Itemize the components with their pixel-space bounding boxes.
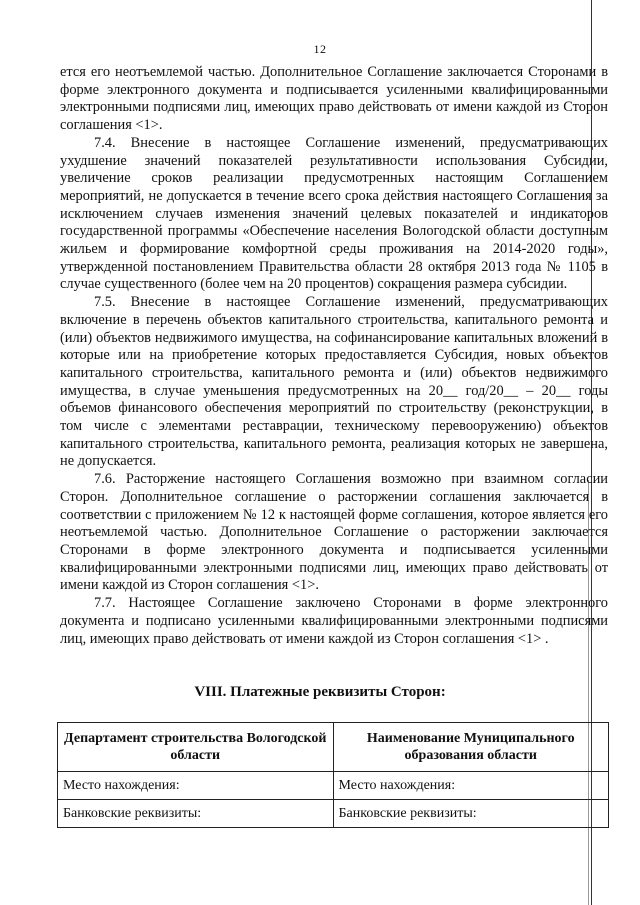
section-heading: VIII. Платежные реквизиты Сторон: bbox=[194, 684, 446, 700]
header-municipality: Наименование Муниципального образования области bbox=[333, 723, 609, 772]
location-left: Место нахождения: bbox=[58, 772, 334, 800]
header-department: Департамент строительства Вологодской области bbox=[58, 723, 334, 772]
requisites-table bbox=[57, 722, 609, 828]
bank-left: Банковские реквизиты: bbox=[58, 800, 334, 828]
paragraph-7-7: 7.7. Настоящее Соглашение заключено Сторонами в форме электронного документа и подписано усиленными квалифицированными электронными подписями лиц, имеющих право действовать от имени каждой из Сторон соглашения <1> . bbox=[60, 595, 608, 647]
document-body bbox=[60, 64, 608, 648]
table-header-row bbox=[58, 723, 609, 772]
paragraph-7-6: 7.6. Расторжение настоящего Соглашения возможно при взаимном согласии Сторон. Дополнительное соглашение о расторжении соглашения заключается в соответствии с приложением № 12 к настоящей форме соглашения, которое является его неотъемлемой частью. Дополнительное Соглашение о расторжении заключается Сторонами в форме электронного документа и подписывается усиленными квалифицированными электронными подписями лиц, имеющих право действовать от имени каждой из Сторон соглашения <1>. bbox=[60, 471, 608, 594]
table-row bbox=[58, 800, 609, 828]
page-number: 12 bbox=[313, 42, 327, 56]
paragraph-continuation: ется его неотъемлемой частью. Дополнительное Соглашение заключается Сторонами в форме электронного документа и подписывается усиленными квалифицированными электронными подписями лиц, имеющих право действовать от имени каждой из Сторон соглашения <1>. bbox=[60, 64, 608, 134]
location-right: Место нахождения: bbox=[333, 772, 609, 800]
table-row bbox=[58, 772, 609, 800]
paragraph-7-5: 7.5. Внесение в настоящее Соглашение изменений, предусматривающих включение в перечень объектов капитального строительства, капитального ремонта и (или) объектов недвижимого имущества, на софинансирование капитальных вложений в которые или на приобретение которых предоставляется Субсидия, новых объектов капитального строительства, капитального ремонта и (или) объектов недвижимого имущества, в случае уменьшения предусмотренных на 20__ год/20__ – 20__ годы объемов финансового обеспечения мероприятий по строительству (реконструкции, в том числе с элементами реставрации, техническому перевооружению) объектов капитального строительства, капитального ремонта, реализация которых не завершена, не допускается. bbox=[60, 294, 608, 470]
bank-right: Банковские реквизиты: bbox=[333, 800, 609, 828]
paragraph-7-4: 7.4. Внесение в настоящее Соглашение изменений, предусматривающих ухудшение значений показателей результативности использования Субсидии, увеличение сроков реализации предусмотренных настоящим Соглашением мероприятий, не допускается в течение всего срока действия настоящего Соглашения за исключением случаев изменения значений целевых показателей и индикаторов государственной программы «Обеспечение населения Вологодской области доступным жильем и формирование комфортной среды проживания на 2014-2020 годы», утвержденной постановлением Правительства области 28 октября 2013 года № 1105 в случае существенного (более чем на 20 процентов) сокращения размера субсидии. bbox=[60, 134, 608, 293]
